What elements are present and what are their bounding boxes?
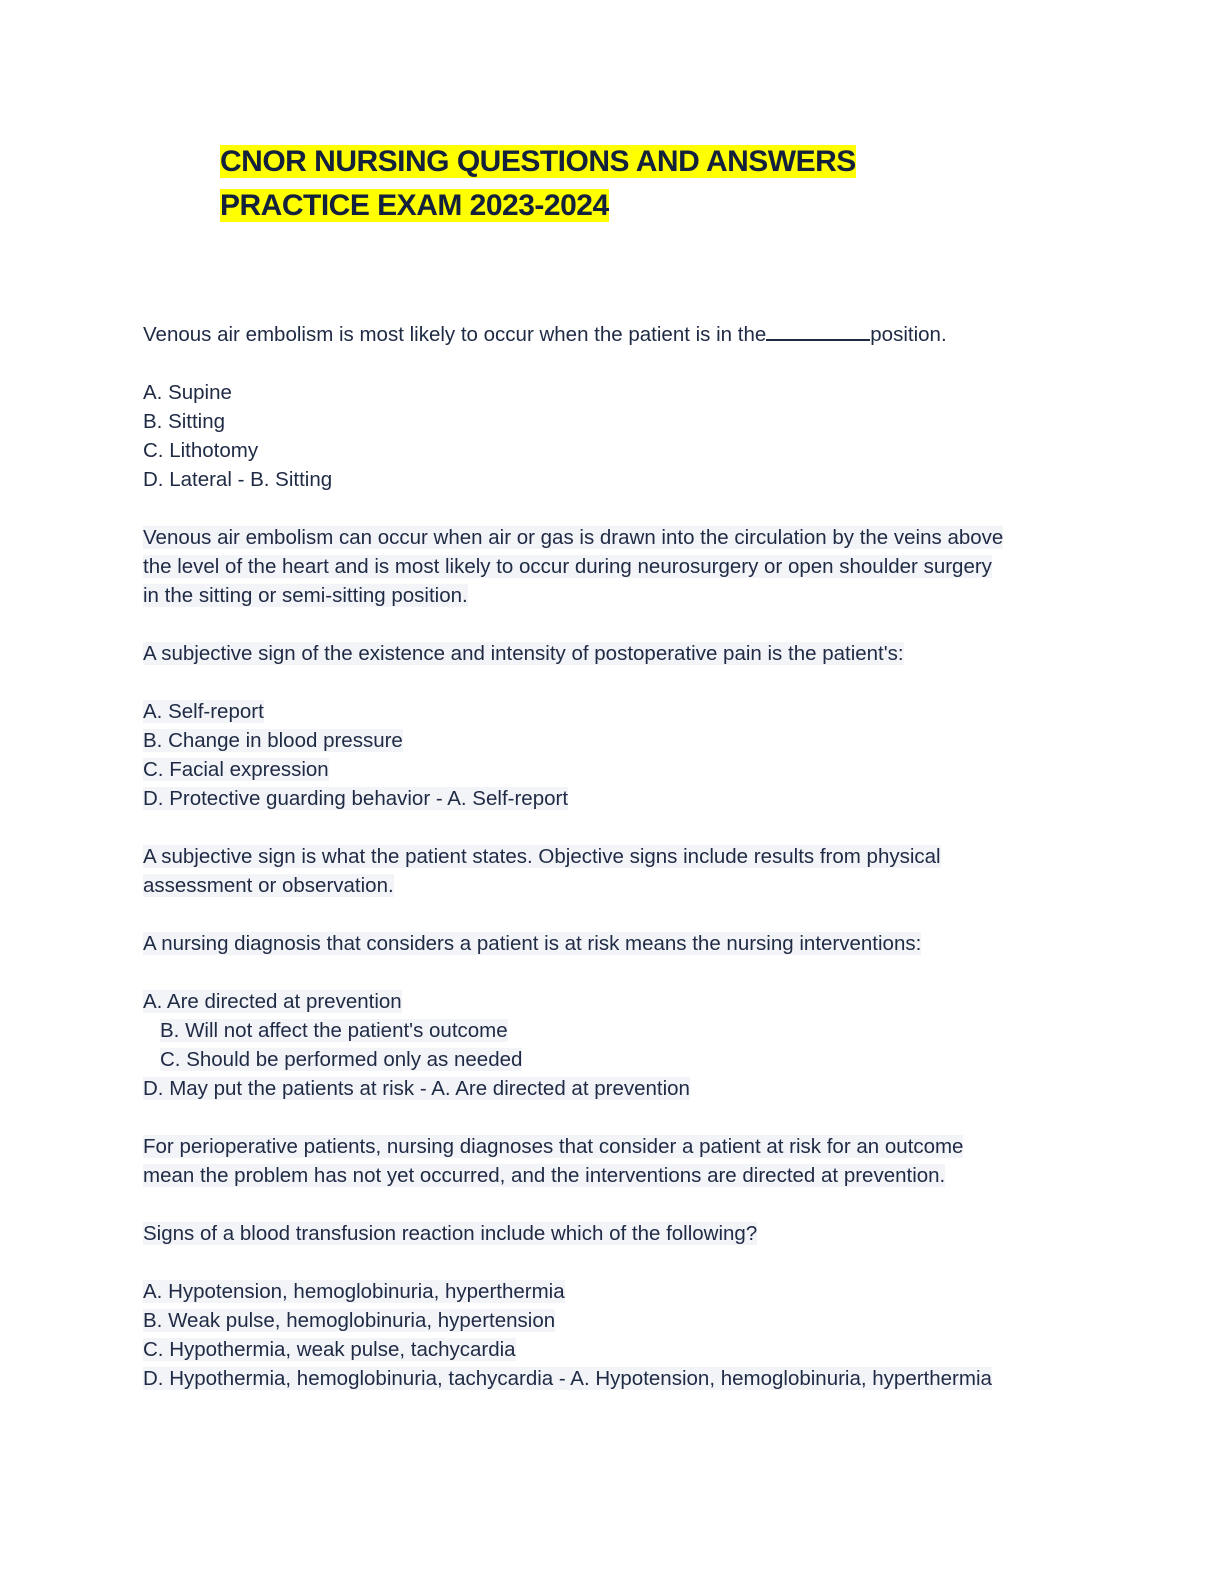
- q1-explanation-line-3: in the sitting or semi-sitting position.: [143, 584, 468, 607]
- q3-option-a: A. Are directed at prevention: [143, 990, 402, 1013]
- answer-blank: [766, 321, 870, 341]
- q2-explanation-line-2: assessment or observation.: [143, 874, 394, 897]
- q2-explanation-line-1: A subjective sign is what the patient states. Objective signs include results from physical: [143, 845, 941, 868]
- q4-option-d-answer: D. Hypothermia, hemoglobinuria, tachycardia - A. Hypotension, hemoglobinuria, hyperthermia: [143, 1367, 992, 1390]
- q2-option-d-answer: D. Protective guarding behavior - A. Self-report: [143, 787, 569, 810]
- q1-option-d-answer: D. Lateral - B. Sitting: [143, 468, 333, 491]
- q1-option-c: C. Lithotomy: [143, 439, 259, 462]
- question-1: Venous air embolism is most likely to occur when the patient is in the position.: [143, 323, 947, 346]
- document-title: [220, 140, 856, 228]
- q4-option-c: C. Hypothermia, weak pulse, tachycardia: [143, 1338, 516, 1361]
- q1-explanation-line-2: the level of the heart and is most likely to occur during neurosurgery or open shoulder surgery: [143, 555, 992, 578]
- q3-option-b: B. Will not affect the patient's outcome: [160, 1019, 508, 1042]
- q3-explanation-line-1: For perioperative patients, nursing diagnoses that consider a patient at risk for an outcome: [143, 1135, 964, 1158]
- q2-option-a: A. Self-report: [143, 700, 264, 723]
- document-body: [143, 320, 1073, 1393]
- q3-option-d-answer: D. May put the patients at risk - A. Are directed at prevention: [143, 1077, 690, 1100]
- title-line-1: CNOR NURSING QUESTIONS AND ANSWERS: [220, 145, 856, 178]
- question-4: Signs of a blood transfusion reaction include which of the following?: [143, 1222, 758, 1245]
- question-2: A subjective sign of the existence and intensity of postoperative pain is the patient's:: [143, 642, 904, 665]
- q1-option-a: A. Supine: [143, 381, 232, 404]
- q3-explanation-line-2: mean the problem has not yet occurred, and the interventions are directed at prevention.: [143, 1164, 946, 1187]
- q3-option-c: C. Should be performed only as needed: [160, 1048, 523, 1071]
- q1-option-b: B. Sitting: [143, 410, 226, 433]
- question-3: A nursing diagnosis that considers a patient is at risk means the nursing interventions:: [143, 932, 922, 955]
- title-line-2: PRACTICE EXAM 2023-2024: [220, 189, 609, 222]
- q4-option-b: B. Weak pulse, hemoglobinuria, hypertension: [143, 1309, 556, 1332]
- q4-option-a: A. Hypotension, hemoglobinuria, hyperthermia: [143, 1280, 565, 1303]
- q2-option-b: B. Change in blood pressure: [143, 729, 403, 752]
- q1-explanation-line-1: Venous air embolism can occur when air or gas is drawn into the circulation by the veins above: [143, 526, 1004, 549]
- q2-option-c: C. Facial expression: [143, 758, 329, 781]
